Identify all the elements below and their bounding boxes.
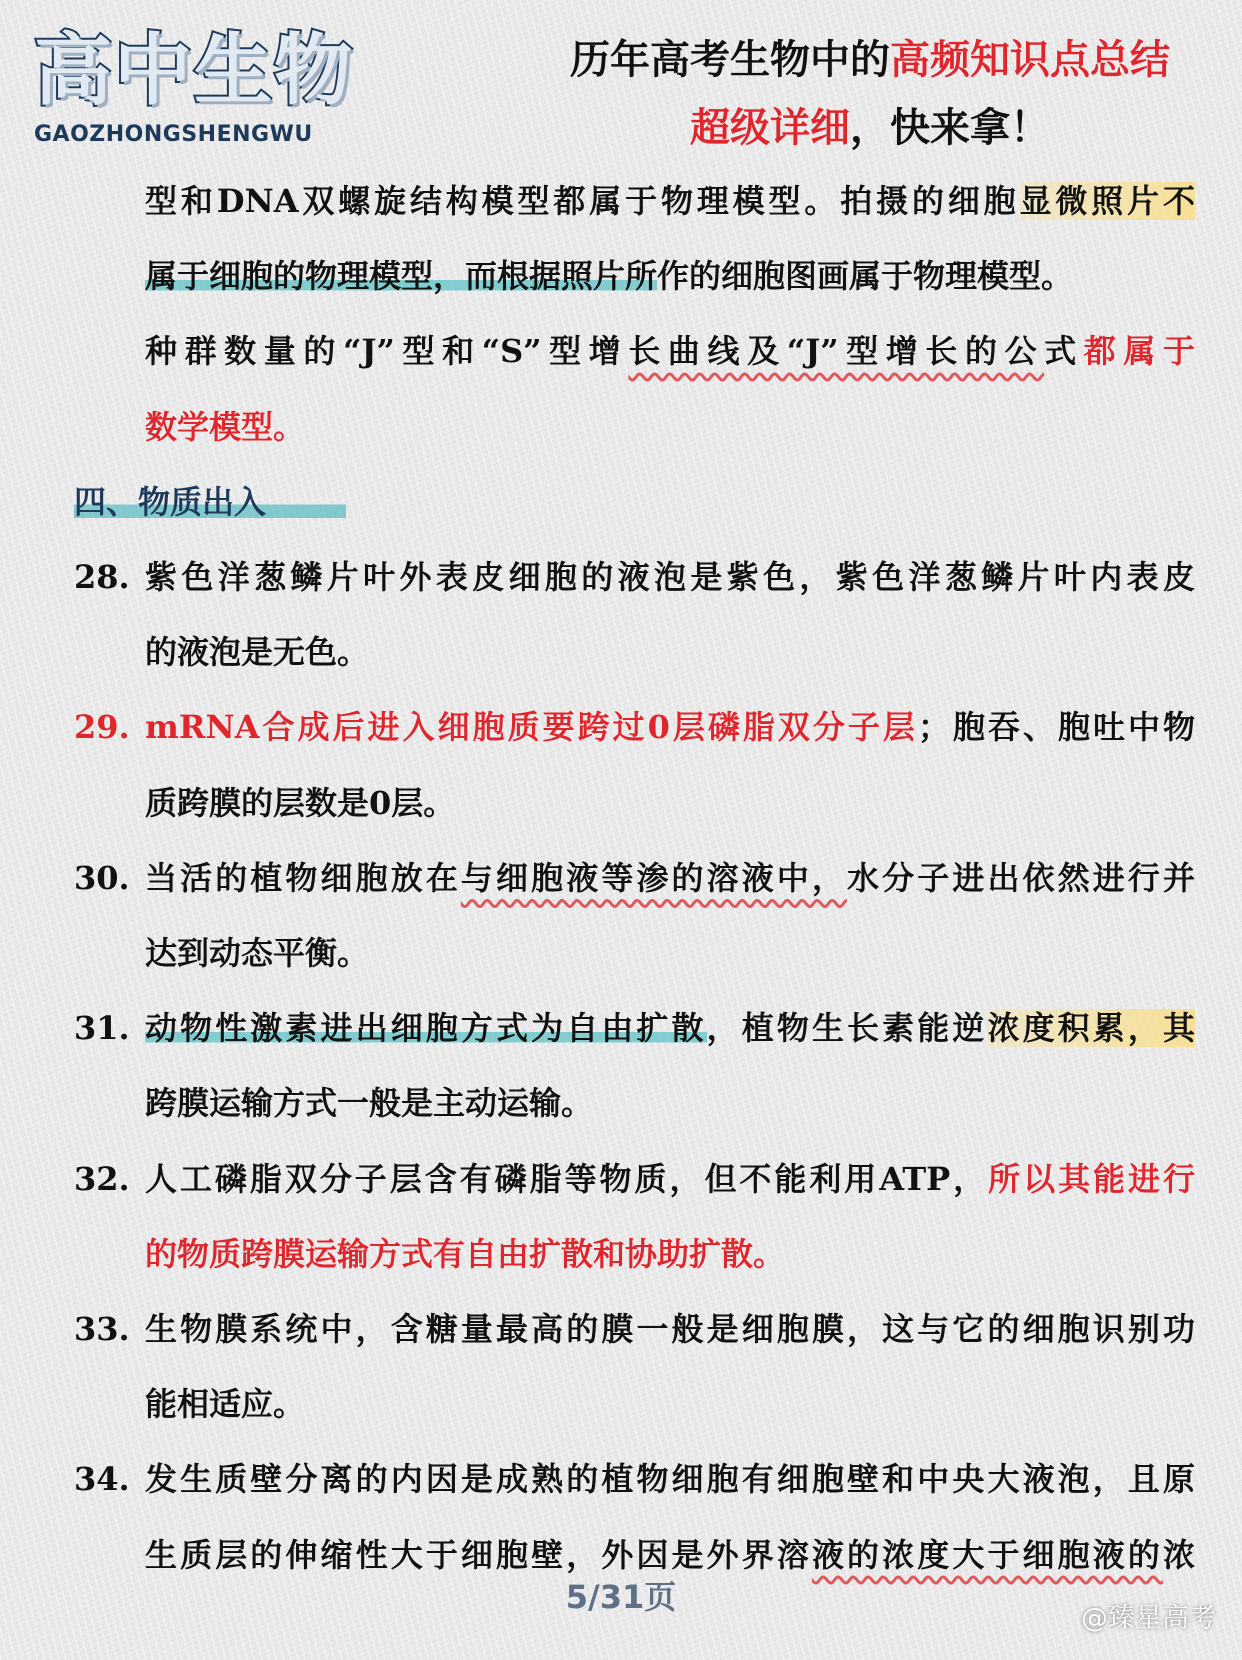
page-title-line1 (520, 28, 1220, 85)
text-segment: ；胞吞、胞吐中物 (917, 708, 1195, 747)
text-segment: 浓 (1162, 1535, 1195, 1574)
watermark: @臻星高考 (1081, 1603, 1216, 1634)
text-segment: 紫色洋葱鳞片叶外表皮细胞的液泡是紫色，紫色洋葱鳞片叶内表皮 (145, 558, 1195, 596)
text-line (145, 1456, 1195, 1502)
text-line (145, 855, 1195, 901)
text-line (145, 1532, 1195, 1578)
text-line (145, 1005, 1195, 1051)
highlighted-text: 与细胞液等渗的溶液中， (460, 858, 848, 897)
page-title-line2 (520, 96, 1220, 153)
highlighted-text: 长曲线及“J”型增长的公 (628, 332, 1045, 371)
emphasis-text: 的物质跨膜运输方式有自由扩散和协助扩散。 (145, 1234, 786, 1273)
text-line (145, 328, 1195, 374)
highlighted-text: 动物性激素进出细胞方式为自由扩散 (145, 1009, 707, 1048)
item-number: 33. (74, 1310, 130, 1348)
text-segment: 型和DNA双螺旋结构模型都属于物理模型。拍摄的细胞 (145, 182, 1020, 220)
text-line (145, 1080, 593, 1126)
subtitle-red: 超级详细 (690, 105, 850, 151)
item-number: 28. (74, 558, 130, 596)
title-black: 历年高考生物中的 (570, 37, 890, 83)
text-segment: 水分子进出依然进行并 (847, 858, 1195, 897)
logo (34, 26, 354, 147)
text-line (145, 1231, 785, 1277)
title-red: 高频知识点总结 (890, 37, 1170, 83)
text-segment: 跨膜运输方式一般是主动运输。 (145, 1084, 594, 1123)
text-line (145, 253, 1073, 299)
section-heading: 四、物质出入 (74, 479, 346, 525)
logo-chinese: 高中生物 (34, 26, 355, 116)
highlighted-text: 液的浓度大于细胞液的 (811, 1535, 1163, 1574)
text-line (145, 178, 1195, 224)
item-number: 29. (74, 708, 130, 747)
highlighted-text: 浓度积累，其 (987, 1009, 1195, 1048)
text-line (145, 1381, 305, 1427)
item-number: 34. (74, 1460, 130, 1499)
item-number: 32. (74, 1159, 130, 1198)
text-segment: 的液泡是无色。 (145, 633, 370, 672)
text-segment: 发生质壁分离的内因是成熟的植物细胞有细胞壁和中央大液泡，且原 (145, 1460, 1195, 1499)
text-segment: ，植物生长素能逆 (706, 1009, 988, 1048)
text-segment: 式 (1044, 332, 1084, 371)
text-segment: 当活的植物细胞放在 (145, 858, 461, 897)
text-segment: 能相适应。 (145, 1385, 306, 1424)
text-line (145, 629, 369, 675)
logo-pinyin: GAOZHONGSHENGWU (34, 122, 313, 147)
text-segment: 种群数量的“J”型和“S”型增 (145, 332, 629, 371)
text-line (145, 1306, 1195, 1352)
text-line (145, 554, 1195, 600)
emphasis-text: 所以其能进行 (988, 1159, 1195, 1198)
highlighted-text: 显微照片不 (1019, 182, 1195, 220)
text-segment: 人工磷脂双分子层含有磷脂等物质，但不能利用ATP， (145, 1159, 989, 1198)
text-line (145, 780, 455, 826)
text-segment: 质跨膜的层数是0层。 (145, 783, 456, 822)
emphasis-text: mRNA合成后进入细胞质要跨过0层磷脂双分子层 (145, 708, 918, 747)
subtitle-black: ，快来拿！ (850, 105, 1050, 151)
text-segment: 达到动态平衡。 (145, 934, 370, 972)
page-number: 5/31页 (565, 1578, 677, 1616)
text-segment: 作的细胞图画属于物理模型。 (657, 257, 1074, 296)
item-number: 30. (74, 858, 130, 897)
text-line (145, 404, 305, 450)
item-number: 31. (74, 1009, 130, 1048)
text-segment: 生物膜系统中，含糖量最高的膜一般是细胞膜，这与它的细胞识别功 (145, 1310, 1195, 1348)
text-line (145, 704, 1195, 750)
emphasis-text: 都属于 (1083, 332, 1195, 371)
highlighted-text: 属于细胞的物理模型，而根据照片所 (145, 257, 658, 296)
emphasis-text: 数学模型。 (145, 407, 306, 446)
text-line (145, 930, 369, 976)
text-segment: 生质层的伸缩性大于细胞壁，外因是外界溶 (145, 1535, 812, 1574)
text-line (145, 1156, 1195, 1202)
